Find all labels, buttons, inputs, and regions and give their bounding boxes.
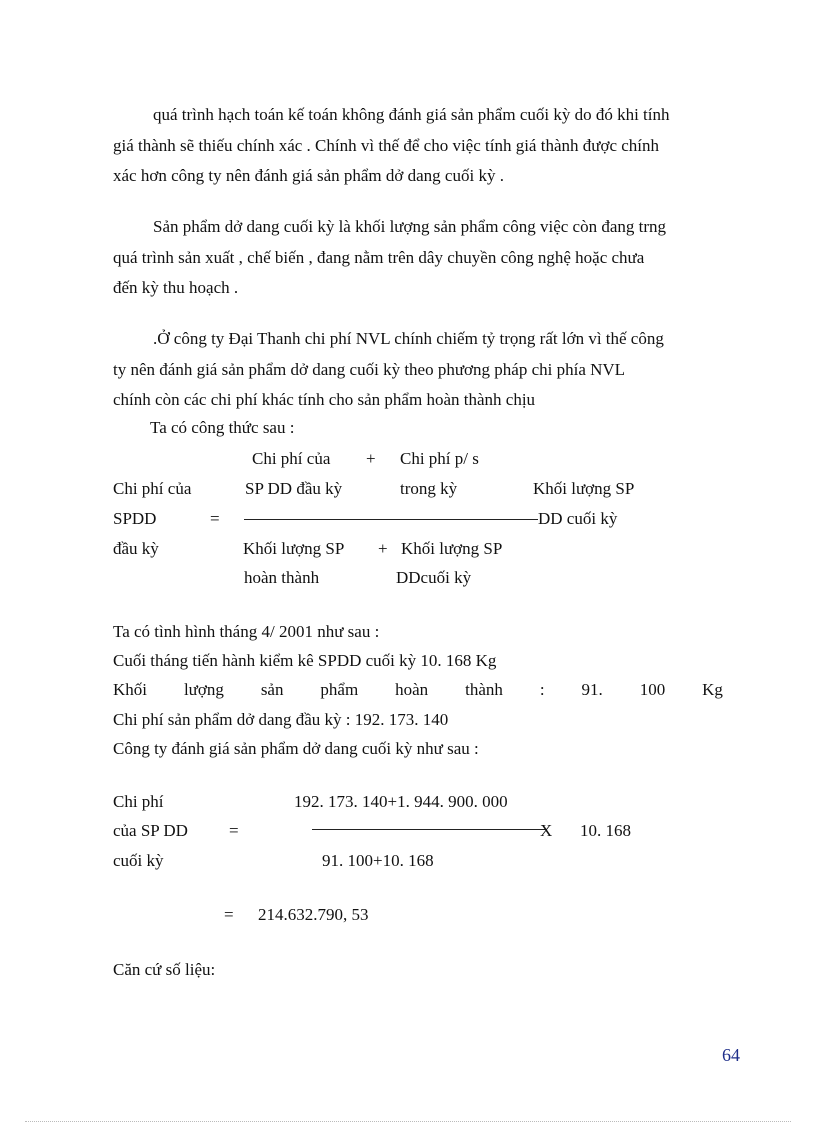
formula-2-left-line-1: Chi phí <box>113 792 164 811</box>
page-number: 64 <box>722 1045 740 1065</box>
situation-line-3-word: thành <box>465 680 503 699</box>
paragraph-3-line-2: ty nên đánh giá sản phẩm dở dang cuối kỳ theo phương pháp chi phía NVL <box>113 359 626 379</box>
formula-1-denominator-a-line-2: hoàn thành <box>244 568 320 587</box>
formula-1-left-line-2: SPDD <box>113 509 157 528</box>
situation-line-3-word: lượng <box>183 680 224 699</box>
paragraph-2-line-2: quá trình sản xuất , chế biến , đang nằm trên dây chuyền công nghệ hoặc chưa <box>113 247 645 267</box>
formula-1-numerator-b-line-2: trong kỳ <box>400 479 458 498</box>
formula-1-right-line-1: Khối lượng SP <box>533 479 635 498</box>
page-bottom-rule <box>25 1121 791 1122</box>
situation-line-3-word: phẩm <box>320 680 359 699</box>
situation-line-3-word: sản <box>260 680 284 699</box>
situation-line-3-word: hoàn <box>395 680 429 699</box>
paragraph-3 <box>113 324 723 416</box>
formula-1-left-line-3: đầu kỳ <box>113 539 159 558</box>
formula-1-fraction-bar <box>244 519 538 520</box>
formula-2-multiplier: 10. 168 <box>580 821 631 840</box>
paragraph-1-line-2: giá thành sẽ thiếu chính xác . Chính vì thế để cho việc tính giá thành được chính <box>113 135 660 155</box>
paragraph-2-line-1: Sản phẩm dở dang cuối kỳ là khối lượng sản phẩm công việc còn đang trng <box>153 217 667 236</box>
formula-2-numerator: 192. 173. 140+1. 944. 900. 000 <box>294 792 508 811</box>
paragraph-1 <box>113 100 723 192</box>
result-equals: = <box>224 905 234 924</box>
result-value: 214.632.790, 53 <box>258 905 369 924</box>
situation-line-1: Ta có tình hình tháng 4/ 2001 như sau : <box>113 622 380 641</box>
formula-1-right-line-2: DD cuối kỳ <box>538 509 618 528</box>
formula-2-fraction-bar <box>312 829 546 830</box>
formula-2-denominator: 91. 100+10. 168 <box>322 851 434 870</box>
formula-1-denominator-b-line-1: Khối lượng SP <box>401 539 503 558</box>
situation-line-3 <box>113 680 723 700</box>
situation-line-3-word: Khối <box>113 680 147 699</box>
situation-line-3-word: : <box>539 680 545 699</box>
situation-line-3-word: Kg <box>702 680 723 699</box>
formula-2-left-line-3: cuối kỳ <box>113 851 164 870</box>
paragraph-1-line-1: quá trình hạch toán kế toán không đánh giá sản phẩm cuối kỳ do đó khi tính <box>153 105 670 124</box>
paragraph-1-line-3: xác hơn công ty nên đánh giá sản phẩm dở dang cuối kỳ . <box>113 166 504 185</box>
formula-1-denominator-b-line-2: DDcuối kỳ <box>396 568 472 587</box>
paragraph-2-line-3: đến kỳ thu hoạch . <box>113 278 239 297</box>
formula-2-left-line-2: của SP DD <box>113 821 188 840</box>
formula-2-times: X <box>540 821 553 840</box>
formula-1-equals: = <box>210 509 220 528</box>
paragraph-3-line-3: chính còn các chi phí khác tính cho sản phẩm hoàn thành chịu <box>113 390 536 409</box>
formula-1-denominator-a-line-1: Khối lượng SP <box>243 539 345 558</box>
situation-line-3-word: 100 <box>639 680 666 699</box>
situation-line-3-word: 91. <box>581 680 603 699</box>
formula-intro: Ta có công thức sau : <box>150 418 295 437</box>
situation-line-2: Cuối tháng tiến hành kiểm kê SPDD cuối kỳ 10. 168 Kg <box>113 651 497 670</box>
paragraph-2 <box>113 212 723 304</box>
situation-line-5: Công ty đánh giá sản phẩm dở dang cuối kỳ như sau : <box>113 739 479 758</box>
formula-1-plus-bottom: + <box>378 539 388 558</box>
formula-1-numerator-a-line-1: Chi phí của <box>252 449 331 468</box>
formula-1-left-line-1: Chi phí của <box>113 479 192 498</box>
formula-1-numerator-b-line-1: Chi phí p/ s <box>400 449 479 468</box>
footer-line: Căn cứ số liệu: <box>113 960 216 979</box>
formula-2-equals: = <box>229 821 239 840</box>
paragraph-3-line-1: .Ở công ty Đại Thanh chi phí NVL chính chiếm tỷ trọng rất lớn vì thế công <box>153 329 664 348</box>
situation-line-4: Chi phí sản phẩm dở dang đầu kỳ : 192. 173. 140 <box>113 710 449 729</box>
formula-1-numerator-a-line-2: SP DD đầu kỳ <box>245 479 343 498</box>
formula-1-plus-top: + <box>366 449 376 468</box>
